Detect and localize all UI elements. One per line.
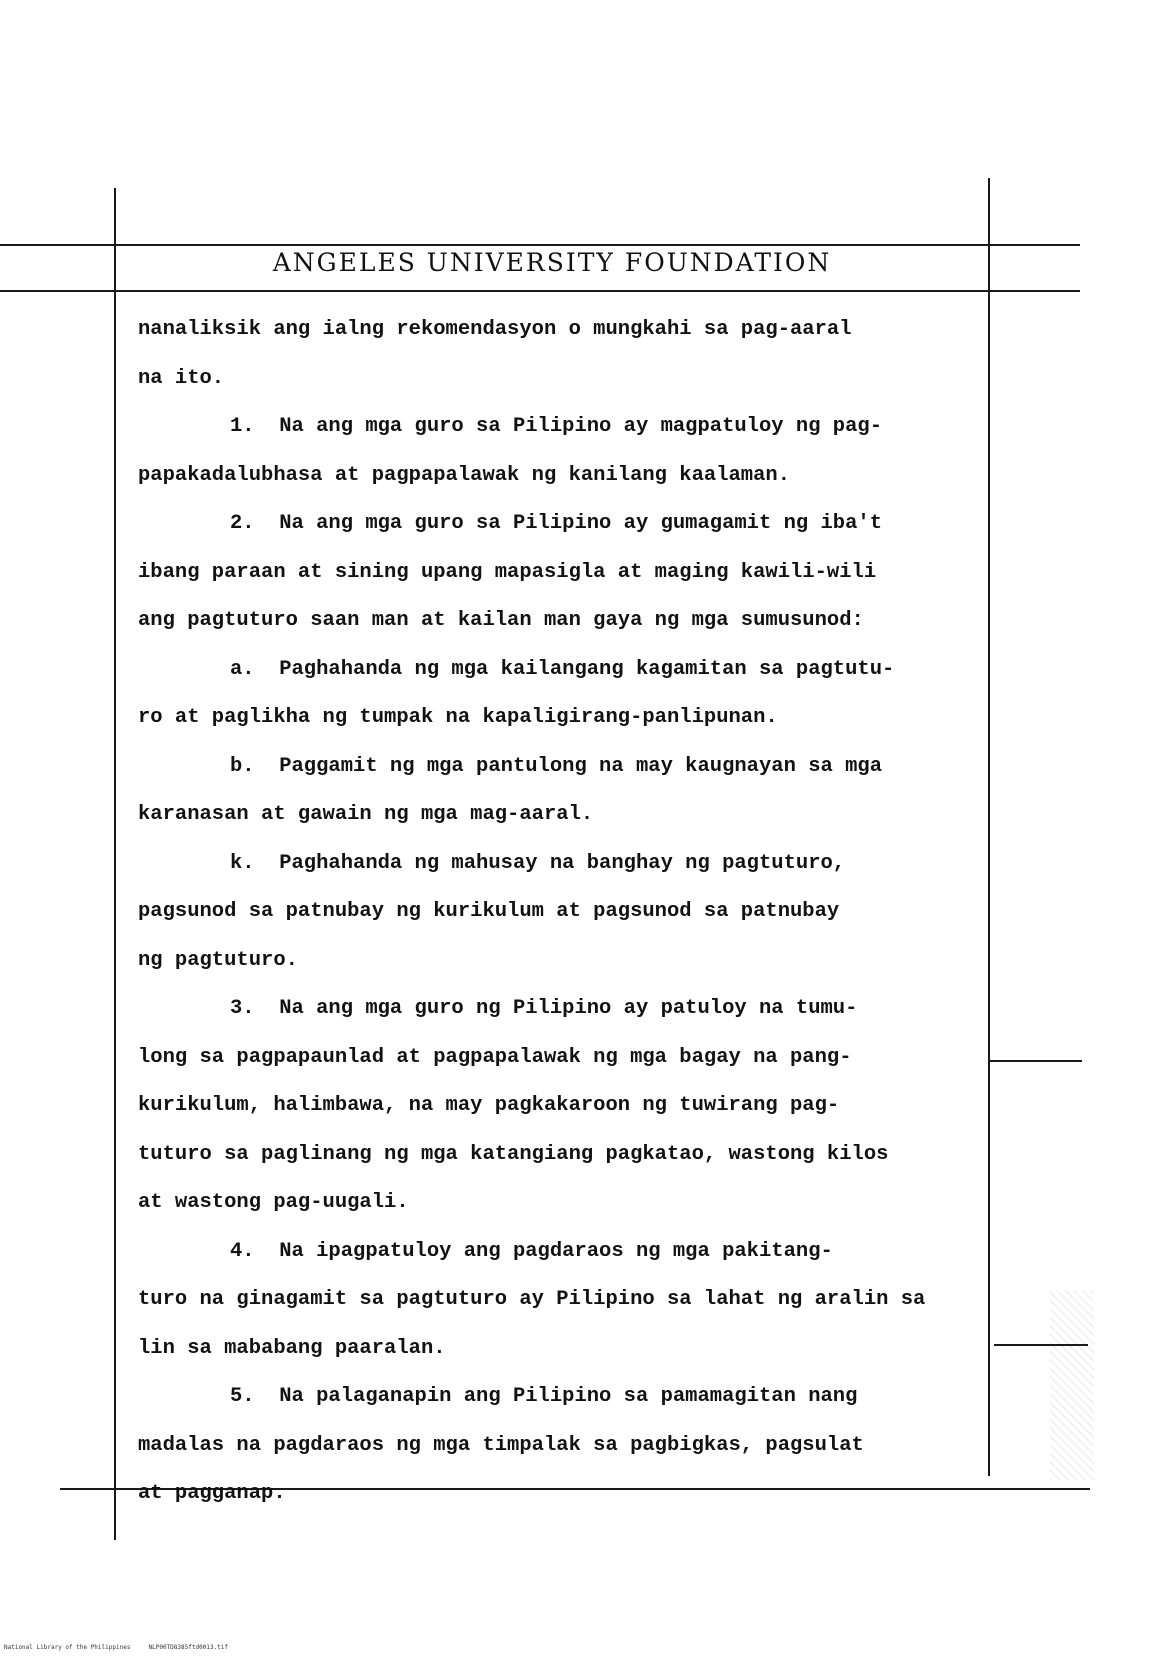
sub-item-k: k. Paghahanda ng mahusay na banghay ng pagtuturo, — [230, 851, 846, 875]
recommendation-item-5: 5. Na palaganapin ang Pilipino sa pamamagitan nang — [230, 1385, 858, 1408]
document-body — [138, 306, 990, 1519]
text-line: ibang paraan at sining upang mapasigla at maging kawili-wili — [138, 560, 877, 584]
text-line: pagsunod sa patnubay ng kurikulum at pagsunod sa patnubay — [138, 900, 840, 923]
sub-item-b: b. Paggamit ng mga pantulong na may kaugnayan sa mga — [230, 754, 883, 778]
text-line: madalas na pagdaraos ng mga timpalak sa pagbigkas, pagsulat — [138, 1433, 864, 1457]
header-top-rule — [0, 244, 1080, 246]
recommendation-item-1: 1. Na ang mga guro sa Pilipino ay magpatuloy ng pag- — [230, 415, 883, 438]
text-line: at wastong pag-uugali. — [138, 1191, 409, 1214]
recommendation-item-4: 4. Na ipagpatuloy ang pagdaraos ng mga pakitang- — [230, 1239, 833, 1263]
text-line: nanaliksik ang ialng rekomendasyon o mungkahi sa pag-aaral — [138, 318, 852, 341]
text-line: na ito. — [138, 366, 225, 390]
text-line: ro at paglikha ng tumpak na kapaligirang-panlipunan. — [138, 706, 778, 729]
text-line: tuturo sa paglinang ng mga katangiang pagkatao, wastong kilos — [138, 1142, 889, 1166]
archive-footer: National Library of the Philippines NLP00TD8385ftd0013.tif — [4, 1644, 228, 1651]
recommendation-item-2: 2. Na ang mga guro sa Pilipino ay gumagamit ng iba't — [230, 512, 883, 535]
recommendation-item-3: 3. Na ang mga guro ng Pilipino ay patuloy na tumu- — [230, 997, 858, 1020]
sub-item-a: a. Paghahanda ng mga kailangang kagamitan sa pagtutu- — [230, 657, 895, 681]
text-line: ng pagtuturo. — [138, 948, 298, 972]
side-mark-rule — [990, 1060, 1082, 1062]
page-header: ANGELES UNIVERSITY FOUNDATION — [272, 248, 832, 277]
text-line: papakadalubhasa at pagpapalawak ng kanilang kaalaman. — [138, 463, 791, 487]
text-line: at pagganap. — [138, 1482, 286, 1505]
text-line: lin sa mababang paaralan. — [138, 1336, 446, 1360]
text-line: ang pagtuturo saan man at kailan man gaya ng mga sumusunod: — [138, 609, 864, 632]
text-line: turo na ginagamit sa pagtuturo ay Pilipino sa lahat ng aralin sa — [138, 1288, 926, 1311]
header-bottom-rule — [0, 290, 1080, 292]
text-line: karanasan at gawain ng mga mag-aaral. — [138, 803, 594, 826]
scan-artifact — [1050, 1290, 1094, 1480]
text-line: long sa pagpapaunlad at pagpapalawak ng mga bagay na pang- — [138, 1045, 852, 1069]
left-margin-rule — [114, 188, 116, 1540]
text-line: kurikulum, halimbawa, na may pagkakaroon ng tuwirang pag- — [138, 1094, 840, 1117]
